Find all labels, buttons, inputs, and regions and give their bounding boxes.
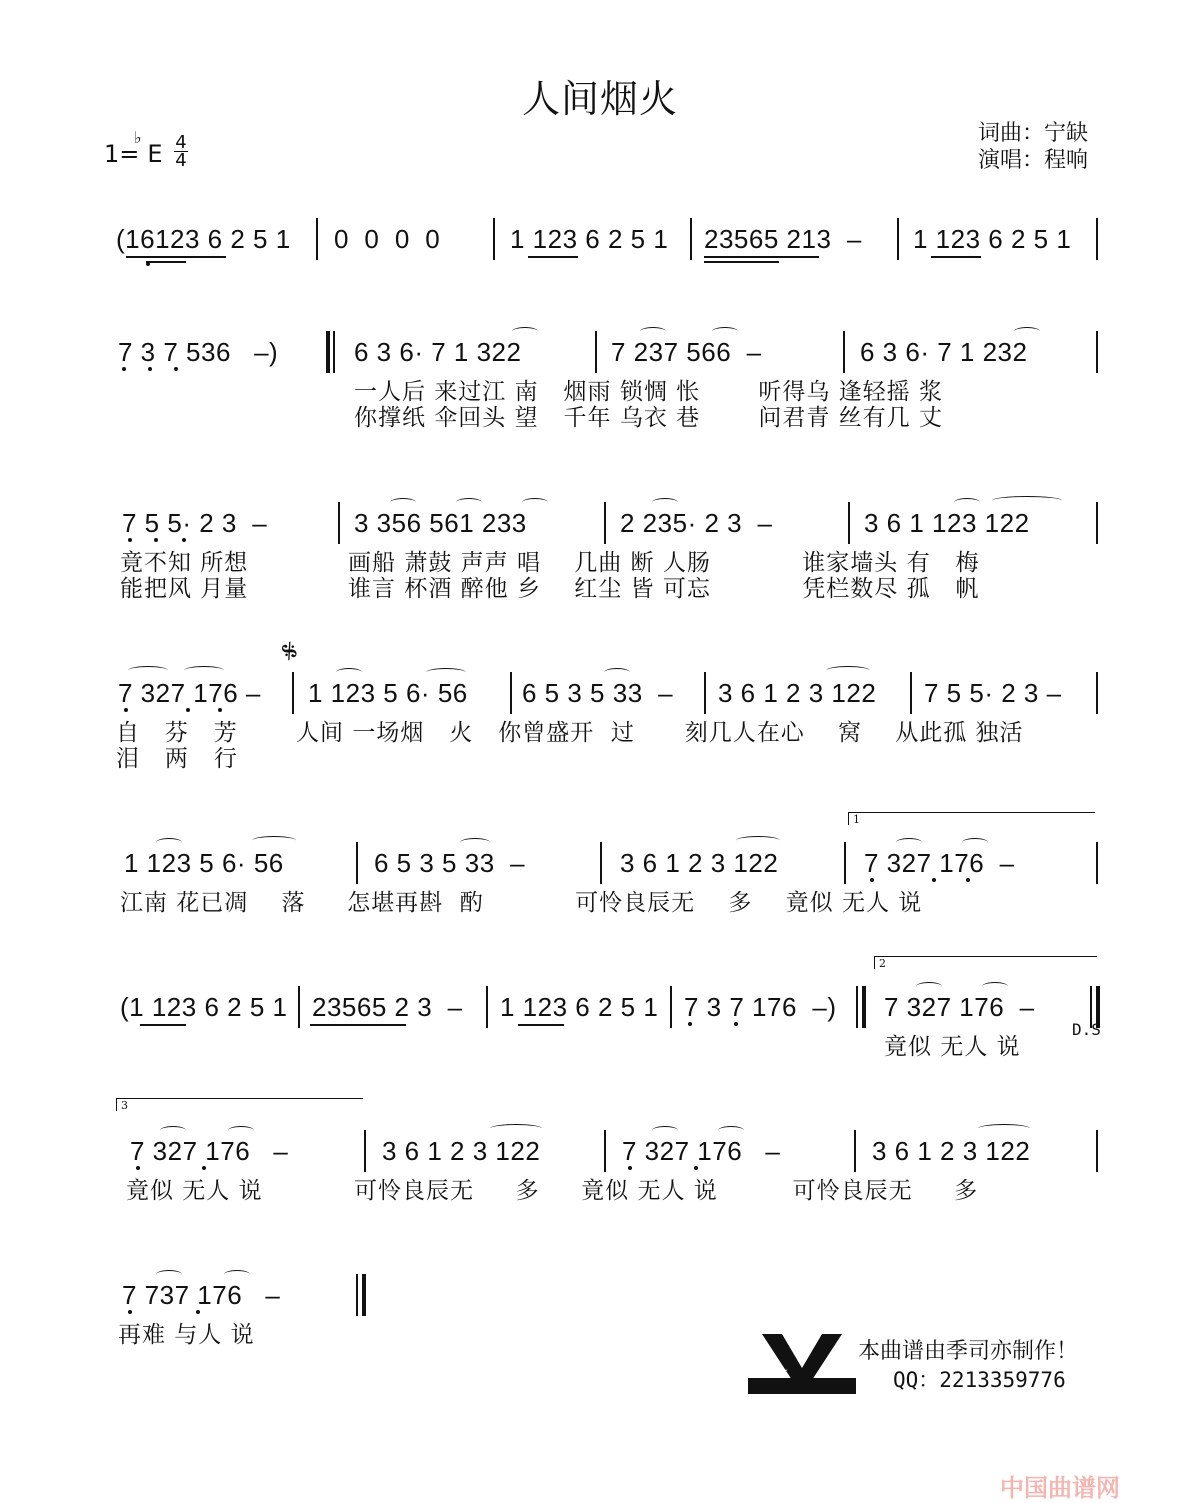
volta-bracket-2: 2: [874, 956, 1097, 969]
barline: [298, 986, 300, 1028]
low-octave-dot: [196, 1310, 200, 1314]
low-octave-dot: [128, 538, 132, 542]
barline: [604, 1130, 606, 1172]
measure: 0 0 0 0: [334, 224, 441, 254]
measure: 7 3 7 536 –): [118, 337, 279, 367]
measure: 7 237 566 –: [611, 337, 762, 367]
slur: [826, 666, 870, 675]
time-bottom: 4: [175, 150, 187, 171]
slur: [460, 838, 490, 847]
barline: [704, 672, 706, 714]
lyric-verse-2: 能把风 月量 谁言 杯酒 醉他 乡 红尘 皆 可忘 凭栏数尽 孤 帆: [120, 576, 980, 602]
barline: [364, 1130, 366, 1172]
barline: [595, 331, 597, 373]
barline: [316, 218, 318, 260]
lyric-verse-1: 竟似 无人 说 可怜良辰无 多 竟似 无人 说 可怜良辰无 多: [126, 1178, 979, 1204]
barline: [604, 502, 606, 544]
measure: 3 6 1 2 3 122: [382, 1136, 541, 1166]
measure: 2 235· 2 3 –: [620, 508, 773, 538]
underline: [528, 256, 578, 258]
slur: [390, 498, 416, 507]
key-note: E: [147, 140, 163, 168]
slur: [336, 668, 362, 677]
measure: 7 327 176 –: [864, 848, 1015, 878]
measure: (1 123 6 2 5 1: [120, 992, 288, 1022]
measure: 6 5 3 5 33 –: [374, 848, 526, 878]
slur: [736, 836, 780, 845]
repeat-start-barline: [326, 331, 330, 373]
underline: [704, 256, 819, 258]
low-octave-dot: [688, 1022, 692, 1026]
slur: [896, 838, 922, 847]
lyric-verse-1: 竟似 无人 说: [884, 1034, 1021, 1060]
measure: 3 6 1 2 3 122: [620, 848, 779, 878]
measure: 1 123 6 2 5 1: [500, 992, 659, 1022]
lyric-verse-1: 江南 花已凋 落 怎堪再斟 酌 可怜良辰无 多 竟似 无人 说: [120, 890, 923, 916]
barline: [510, 672, 512, 714]
flat-sign: ♭: [134, 128, 142, 147]
measure: 7 737 176 –: [122, 1280, 281, 1310]
lyricist-composer: 词曲：宁缺: [978, 121, 1089, 146]
lyric-verse-1: 再难 与人 说: [118, 1322, 255, 1348]
slur: [456, 498, 482, 507]
barline: [910, 672, 912, 714]
slur: [916, 982, 942, 991]
barline: [897, 218, 899, 260]
barline: [356, 842, 358, 884]
lyric-verse-1: 自 芬 芳 人间 一场烟 火 你曾盛开 过 刻几人在心 窝 从此孤 独活: [116, 720, 1024, 746]
low-octave-dot: [202, 1166, 206, 1170]
measure: 1 123 5 6· 56: [124, 848, 284, 878]
slur: [512, 327, 538, 336]
barline: [486, 986, 488, 1028]
measure: 7 5 5· 2 3 –: [122, 508, 268, 538]
underline: [931, 256, 981, 258]
slur: [1014, 327, 1040, 336]
underline: [126, 256, 226, 258]
low-octave-dot: [694, 1166, 698, 1170]
segno-sign: 𝄋: [276, 633, 305, 670]
repeat-end-barline: [856, 986, 858, 1028]
slur: [718, 1126, 744, 1135]
low-octave-dot: [146, 262, 150, 266]
barline: [1096, 502, 1098, 544]
lyric-verse-2: 你撑纸 伞回头 望 千年 乌衣 巷 问君青 丝有几 丈: [354, 405, 943, 431]
slur: [160, 1126, 186, 1135]
slur: [224, 1270, 250, 1279]
slur: [128, 666, 168, 675]
underline: [140, 1024, 186, 1026]
slur: [978, 1124, 1030, 1133]
measure: (16123 6 2 5 1: [116, 224, 291, 254]
svg-text:★: ★: [776, 1364, 789, 1380]
low-octave-dot: [136, 1166, 140, 1170]
low-octave-dot: [870, 878, 874, 882]
low-octave-dot: [218, 708, 222, 712]
slur: [228, 1126, 254, 1135]
slur: [982, 982, 1008, 991]
lyric-verse-1: 竟不知 所想 画船 萧鼓 声声 唱 几曲 断 人肠 谁家墙头 有 梅: [120, 550, 980, 576]
slur: [522, 498, 548, 507]
barline: [1096, 842, 1098, 884]
measure: 1 123 6 2 5 1: [510, 224, 669, 254]
measure: 3 6 1 123 122: [864, 508, 1030, 538]
barline: [690, 218, 692, 260]
barline: [670, 986, 672, 1028]
measure: 23565 2 3 –: [312, 992, 463, 1022]
underline: [310, 1024, 406, 1026]
low-octave-dot: [186, 708, 190, 712]
repeat-end-barline: [862, 986, 866, 1028]
low-octave-dot: [174, 367, 178, 371]
dal-segno-mark: D.S: [1072, 1020, 1101, 1039]
measure: 7 5 5· 2 3 –: [924, 678, 1062, 708]
barline: [844, 842, 846, 884]
barline: [854, 1130, 856, 1172]
measure: 7 327 176 –: [130, 1136, 289, 1166]
volta-bracket-1: 1: [848, 812, 1095, 825]
slur: [652, 498, 678, 507]
slur: [992, 496, 1062, 505]
slur: [640, 327, 666, 336]
measure: 3 6 1 2 3 122: [718, 678, 877, 708]
low-octave-dot: [124, 708, 128, 712]
barline: [292, 672, 294, 714]
low-octave-dot: [628, 1166, 632, 1170]
measure: 1 123 6 2 5 1: [913, 224, 1072, 254]
measure: 7 327 176 –: [884, 992, 1035, 1022]
underline: [704, 261, 779, 263]
low-octave-dot: [734, 1022, 738, 1026]
measure: 6 5 3 5 33 –: [522, 678, 674, 708]
time-signature: [174, 134, 188, 169]
key-signature: [104, 128, 187, 171]
slur: [954, 498, 980, 507]
measure: 6 3 6· 7 1 232: [860, 337, 1028, 367]
barline: [1096, 218, 1098, 260]
barline: [333, 331, 335, 373]
barline: [1096, 1130, 1098, 1172]
low-octave-dot: [966, 878, 970, 882]
measure: 3 6 1 2 3 122: [872, 1136, 1031, 1166]
credits: [978, 120, 1088, 174]
slur: [490, 1124, 542, 1133]
measure: 1 123 5 6· 56: [308, 678, 468, 708]
site-watermark: 中国曲谱网: [1000, 1474, 1120, 1502]
barline: [1096, 331, 1098, 373]
low-octave-dot: [128, 1310, 132, 1314]
singer: 演唱：程响: [978, 148, 1089, 173]
svg-text:★: ★: [818, 1364, 831, 1380]
final-barline: [362, 1274, 366, 1316]
barline: [843, 331, 845, 373]
volta-bracket-3: 3: [116, 1098, 363, 1111]
maker-logo-icon: [748, 1334, 856, 1394]
slur: [156, 1270, 182, 1279]
measure: 3 356 561 233: [354, 508, 527, 538]
maker-credit: 本曲谱由季司亦制作！: [858, 1339, 1079, 1364]
lyric-verse-2: 泪 两 行: [116, 746, 238, 772]
low-octave-dot: [932, 878, 936, 882]
contact-qq: QQ：2213359776: [893, 1368, 1066, 1392]
svg-text:★: ★: [796, 1344, 809, 1360]
barline: [338, 502, 340, 544]
underline: [518, 1024, 564, 1026]
measure: 7 327 176 –: [118, 678, 261, 708]
song-title: 人间烟火: [521, 77, 678, 121]
time-top: 4: [175, 132, 187, 153]
measure: 6 3 6· 7 1 322: [354, 337, 522, 367]
measure: 7 3 7 176 –): [684, 992, 837, 1022]
slur: [604, 668, 630, 677]
low-octave-dot: [154, 538, 158, 542]
barline: [600, 842, 602, 884]
low-octave-dot: [148, 367, 152, 371]
slur: [712, 327, 738, 336]
underline: [146, 261, 186, 263]
slur: [252, 836, 296, 845]
final-barline: [356, 1274, 358, 1316]
key-prefix: 1=: [104, 140, 140, 168]
barline: [848, 502, 850, 544]
slur: [426, 668, 466, 677]
slur: [156, 838, 182, 847]
lyric-verse-1: 一人后 来过江 南 烟雨 锁惆 怅 听得乌 逢轻摇 浆: [354, 379, 943, 405]
barline: [1096, 672, 1098, 714]
barline: [493, 218, 495, 260]
slur: [962, 838, 988, 847]
low-octave-dot: [182, 538, 186, 542]
measure: 23565 213 –: [704, 224, 862, 254]
slur: [652, 1126, 678, 1135]
slur: [184, 666, 224, 675]
low-octave-dot: [122, 367, 126, 371]
measure: 7 327 176 –: [622, 1136, 781, 1166]
